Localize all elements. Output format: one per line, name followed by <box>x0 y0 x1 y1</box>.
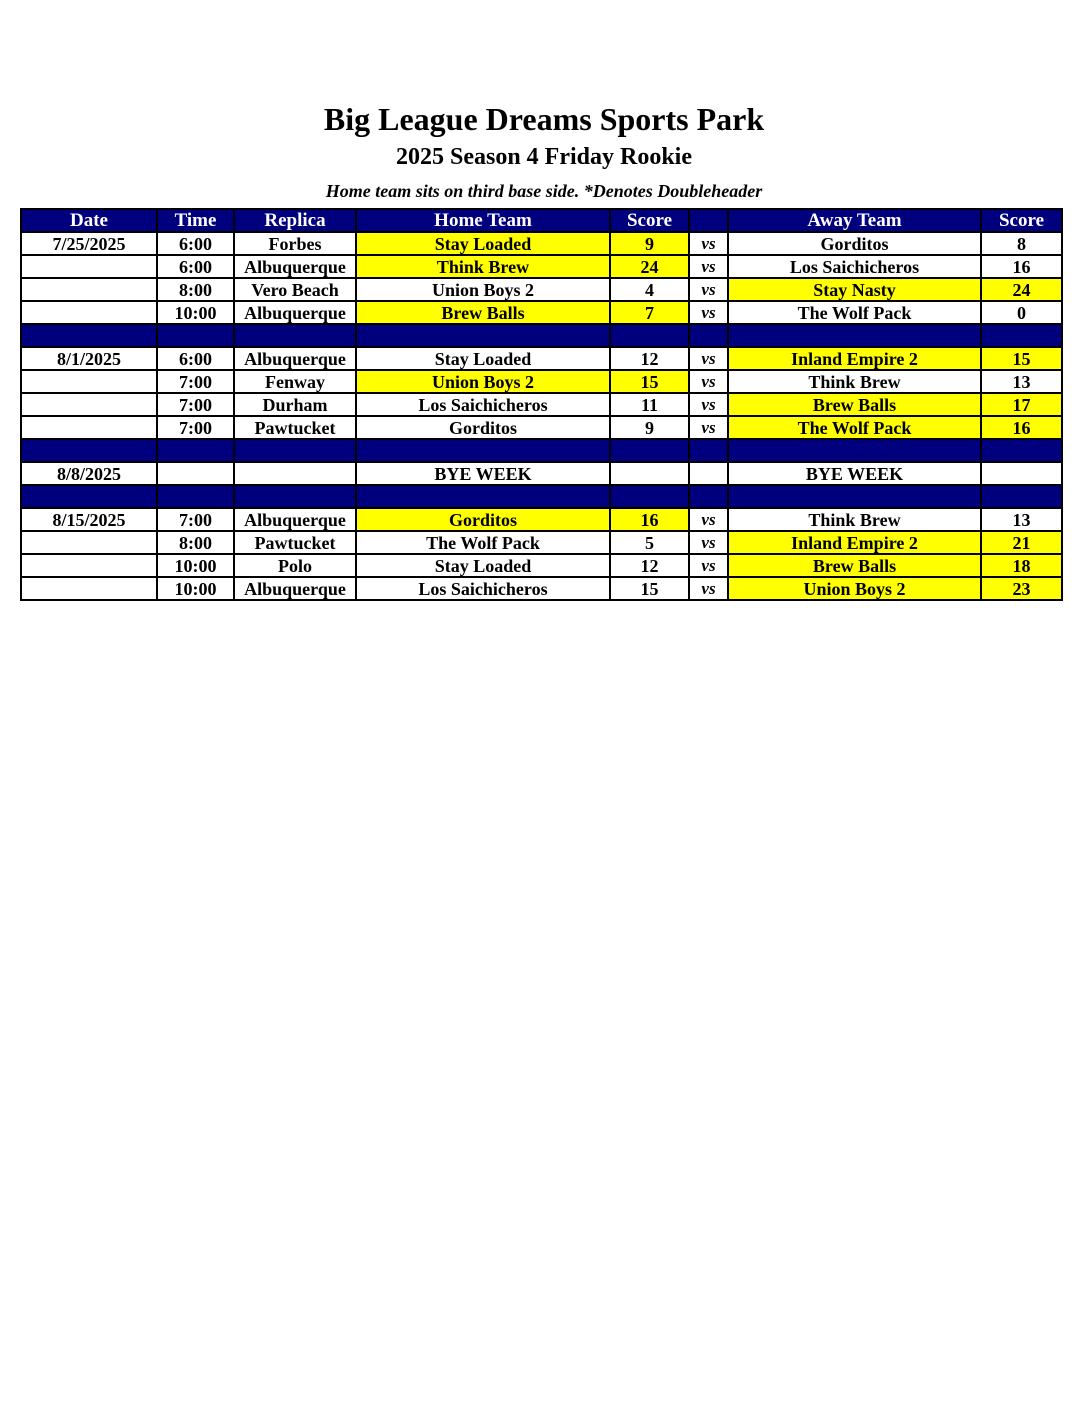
home-team-cell: Stay Loaded <box>356 554 610 577</box>
away-score-cell: 13 <box>981 508 1062 531</box>
table-row <box>21 393 1062 416</box>
replica-cell: Albuquerque <box>234 255 356 278</box>
table-row <box>21 577 1062 600</box>
time-cell: 7:00 <box>157 508 234 531</box>
home-team-cell: Los Saichicheros <box>356 577 610 600</box>
separator-cell <box>21 485 157 508</box>
separator-cell <box>157 485 234 508</box>
date-cell <box>21 393 157 416</box>
home-score-cell <box>610 462 689 485</box>
home-score-cell: 12 <box>610 347 689 370</box>
table-row <box>21 462 1062 485</box>
table-row <box>21 416 1062 439</box>
table-row <box>21 255 1062 278</box>
replica-cell: Polo <box>234 554 356 577</box>
away-team-cell: BYE WEEK <box>728 462 981 485</box>
away-score-cell: 18 <box>981 554 1062 577</box>
page-title: Big League Dreams Sports Park <box>323 101 765 137</box>
col-header-away-score: Score <box>981 209 1062 232</box>
table-row <box>21 347 1062 370</box>
time-cell: 10:00 <box>157 577 234 600</box>
date-cell: 7/25/2025 <box>21 232 157 255</box>
home-team-cell: Gorditos <box>356 508 610 531</box>
table-row <box>21 531 1062 554</box>
replica-cell: Albuquerque <box>234 577 356 600</box>
table-row <box>21 508 1062 531</box>
away-team-cell: Los Saichicheros <box>728 255 981 278</box>
home-team-cell: BYE WEEK <box>356 462 610 485</box>
home-score-cell: 4 <box>610 278 689 301</box>
away-team-cell: Gorditos <box>728 232 981 255</box>
time-cell: 7:00 <box>157 370 234 393</box>
vs-cell: vs <box>689 347 728 370</box>
replica-cell: Albuquerque <box>234 508 356 531</box>
table-row <box>21 301 1062 324</box>
time-cell <box>157 462 234 485</box>
away-score-cell: 0 <box>981 301 1062 324</box>
home-team-cell: Los Saichicheros <box>356 393 610 416</box>
vs-cell: vs <box>689 393 728 416</box>
vs-cell: vs <box>689 508 728 531</box>
date-cell: 8/15/2025 <box>21 508 157 531</box>
away-score-cell: 24 <box>981 278 1062 301</box>
time-cell: 7:00 <box>157 416 234 439</box>
home-team-cell: Union Boys 2 <box>356 278 610 301</box>
replica-cell: Albuquerque <box>234 301 356 324</box>
col-header-replica: Replica <box>234 209 356 232</box>
col-header-home-score: Score <box>610 209 689 232</box>
home-score-cell: 12 <box>610 554 689 577</box>
separator-cell <box>21 439 157 462</box>
home-team-cell: Union Boys 2 <box>356 370 610 393</box>
date-cell <box>21 416 157 439</box>
away-team-cell: Think Brew <box>728 370 981 393</box>
separator-cell <box>728 485 981 508</box>
away-score-cell: 17 <box>981 393 1062 416</box>
home-team-cell: Stay Loaded <box>356 347 610 370</box>
separator-cell <box>689 485 728 508</box>
date-cell <box>21 531 157 554</box>
home-score-cell: 9 <box>610 232 689 255</box>
header-row <box>21 209 1062 232</box>
away-score-cell <box>981 462 1062 485</box>
separator-cell <box>234 324 356 347</box>
date-cell <box>21 554 157 577</box>
time-cell: 8:00 <box>157 531 234 554</box>
replica-cell <box>234 462 356 485</box>
date-cell <box>21 255 157 278</box>
home-score-cell: 7 <box>610 301 689 324</box>
home-team-note: Home team sits on third base side. *Denotes Doubleheader <box>325 181 763 201</box>
table-row <box>21 554 1062 577</box>
time-cell: 7:00 <box>157 393 234 416</box>
separator-cell <box>689 324 728 347</box>
home-team-cell: Gorditos <box>356 416 610 439</box>
away-score-cell: 8 <box>981 232 1062 255</box>
week-separator-row <box>21 485 1062 508</box>
col-header-home-team: Home Team <box>356 209 610 232</box>
home-score-cell: 24 <box>610 255 689 278</box>
col-header-away-team: Away Team <box>728 209 981 232</box>
date-cell <box>21 370 157 393</box>
away-score-cell: 13 <box>981 370 1062 393</box>
date-cell <box>21 278 157 301</box>
home-score-cell: 15 <box>610 370 689 393</box>
vs-cell: vs <box>689 531 728 554</box>
away-team-cell: Brew Balls <box>728 393 981 416</box>
time-cell: 6:00 <box>157 232 234 255</box>
home-team-cell: Think Brew <box>356 255 610 278</box>
separator-cell <box>157 439 234 462</box>
away-team-cell: Think Brew <box>728 508 981 531</box>
replica-cell: Forbes <box>234 232 356 255</box>
separator-cell <box>234 439 356 462</box>
col-header-date: Date <box>21 209 157 232</box>
home-score-cell: 16 <box>610 508 689 531</box>
separator-cell <box>610 439 689 462</box>
week-separator-row <box>21 324 1062 347</box>
date-cell: 8/8/2025 <box>21 462 157 485</box>
replica-cell: Fenway <box>234 370 356 393</box>
replica-cell: Vero Beach <box>234 278 356 301</box>
separator-cell <box>234 485 356 508</box>
replica-cell: Pawtucket <box>234 531 356 554</box>
separator-cell <box>689 439 728 462</box>
date-cell: 8/1/2025 <box>21 347 157 370</box>
season-subtitle: 2025 Season 4 Friday Rookie <box>395 144 692 170</box>
separator-cell <box>610 485 689 508</box>
vs-cell <box>689 462 728 485</box>
separator-cell <box>728 324 981 347</box>
week-separator-row <box>21 439 1062 462</box>
away-team-cell: Inland Empire 2 <box>728 531 981 554</box>
away-team-cell: Inland Empire 2 <box>728 347 981 370</box>
time-cell: 10:00 <box>157 554 234 577</box>
table-row <box>21 370 1062 393</box>
vs-cell: vs <box>689 370 728 393</box>
separator-cell <box>981 324 1062 347</box>
separator-cell <box>21 324 157 347</box>
away-score-cell: 15 <box>981 347 1062 370</box>
away-team-cell: Union Boys 2 <box>728 577 981 600</box>
home-team-cell: The Wolf Pack <box>356 531 610 554</box>
away-score-cell: 16 <box>981 416 1062 439</box>
away-score-cell: 16 <box>981 255 1062 278</box>
home-team-cell: Brew Balls <box>356 301 610 324</box>
date-cell <box>21 301 157 324</box>
table-row <box>21 232 1062 255</box>
home-score-cell: 15 <box>610 577 689 600</box>
home-score-cell: 11 <box>610 393 689 416</box>
schedule-table <box>20 208 1063 601</box>
away-score-cell: 23 <box>981 577 1062 600</box>
time-cell: 6:00 <box>157 255 234 278</box>
replica-cell: Pawtucket <box>234 416 356 439</box>
time-cell: 6:00 <box>157 347 234 370</box>
vs-cell: vs <box>689 232 728 255</box>
schedule-body <box>21 232 1062 600</box>
date-cell <box>21 577 157 600</box>
vs-cell: vs <box>689 577 728 600</box>
vs-cell: vs <box>689 278 728 301</box>
vs-cell: vs <box>689 301 728 324</box>
replica-cell: Albuquerque <box>234 347 356 370</box>
away-team-cell: The Wolf Pack <box>728 416 981 439</box>
separator-cell <box>981 485 1062 508</box>
away-team-cell: The Wolf Pack <box>728 301 981 324</box>
time-cell: 8:00 <box>157 278 234 301</box>
separator-cell <box>610 324 689 347</box>
away-team-cell: Stay Nasty <box>728 278 981 301</box>
table-row <box>21 278 1062 301</box>
separator-cell <box>981 439 1062 462</box>
separator-cell <box>728 439 981 462</box>
replica-cell: Durham <box>234 393 356 416</box>
away-team-cell: Brew Balls <box>728 554 981 577</box>
vs-cell: vs <box>689 554 728 577</box>
home-team-cell: Stay Loaded <box>356 232 610 255</box>
separator-cell <box>356 439 610 462</box>
time-cell: 10:00 <box>157 301 234 324</box>
vs-cell: vs <box>689 255 728 278</box>
away-score-cell: 21 <box>981 531 1062 554</box>
col-header-time: Time <box>157 209 234 232</box>
home-score-cell: 9 <box>610 416 689 439</box>
vs-cell: vs <box>689 416 728 439</box>
home-score-cell: 5 <box>610 531 689 554</box>
separator-cell <box>157 324 234 347</box>
separator-cell <box>356 324 610 347</box>
separator-cell <box>356 485 610 508</box>
col-header-vs <box>689 209 728 232</box>
